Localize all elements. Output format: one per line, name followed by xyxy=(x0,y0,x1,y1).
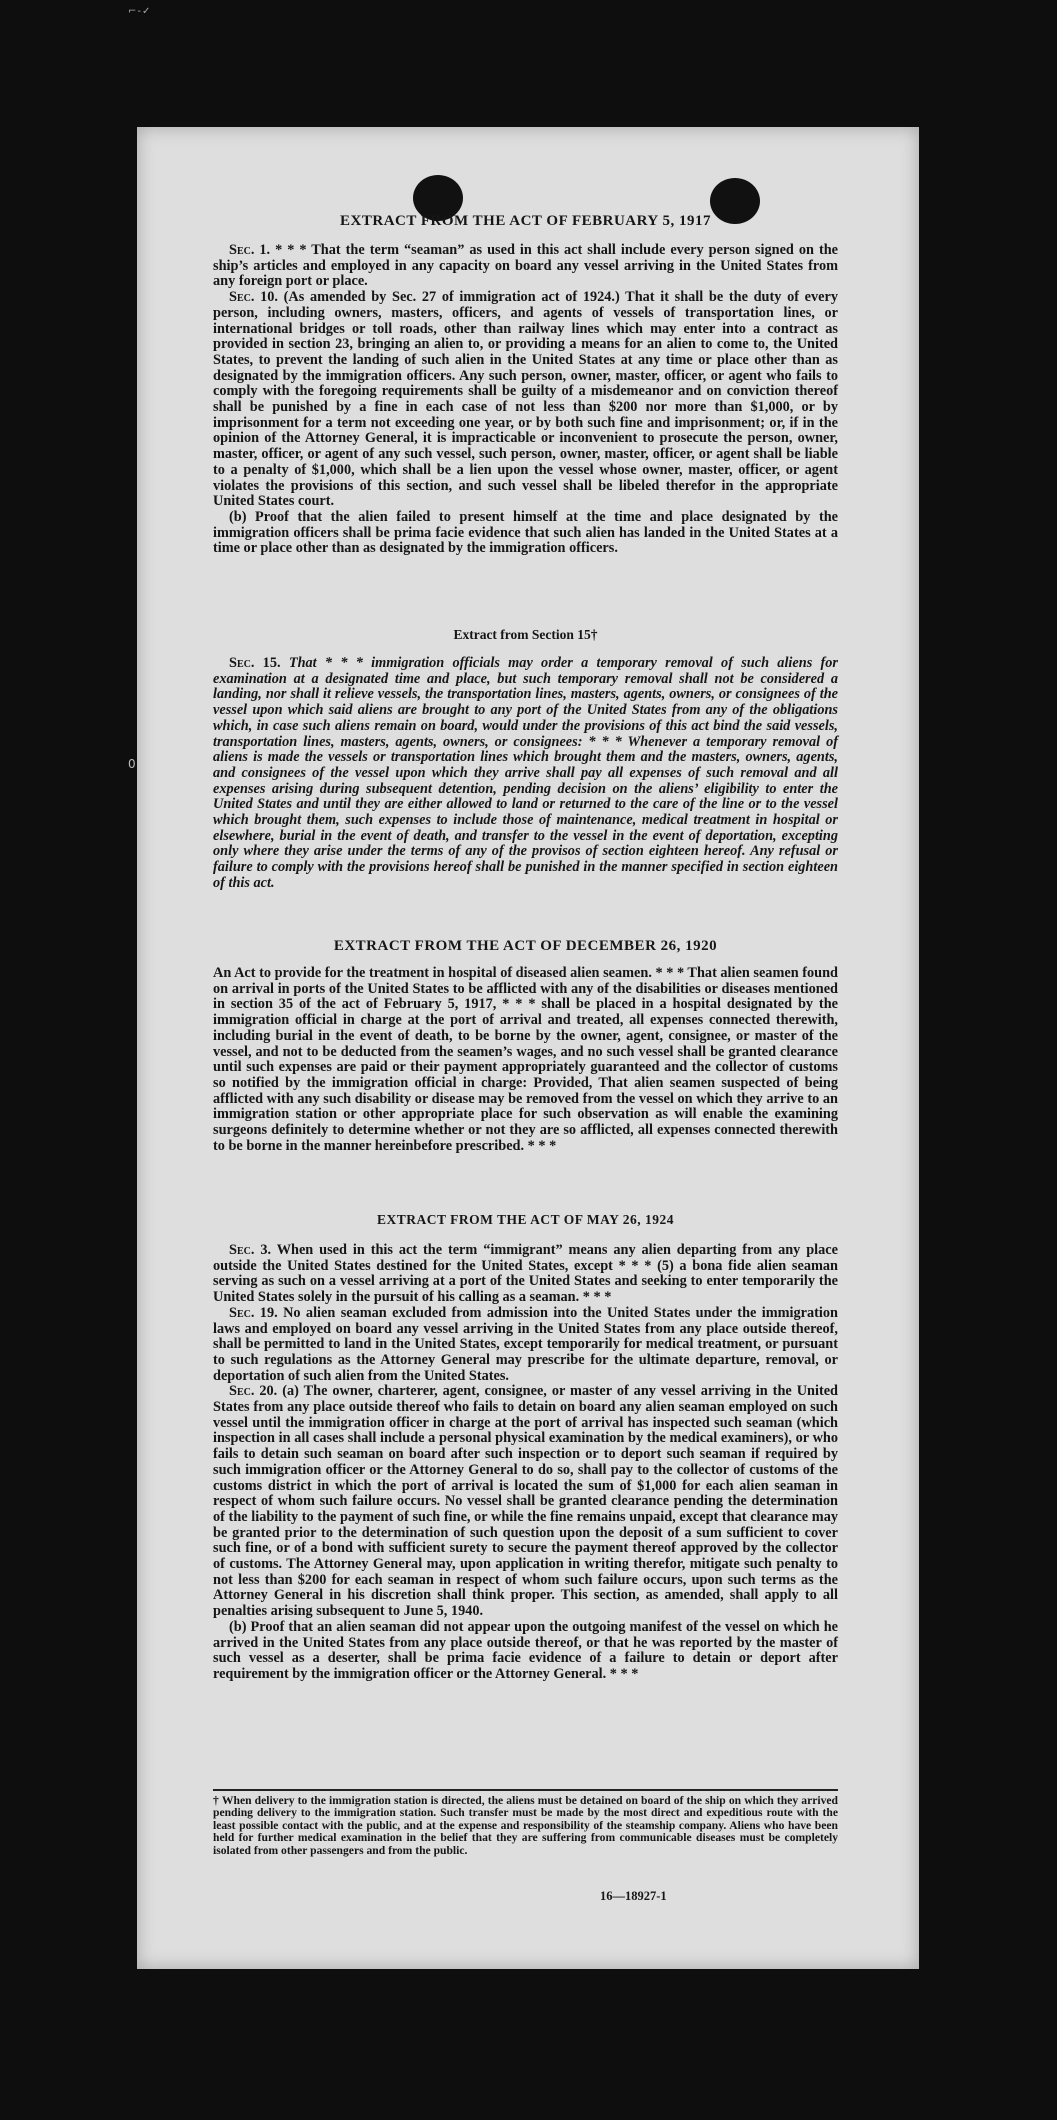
act-1920-block xyxy=(213,966,838,1154)
section-text: No alien seaman excluded from admission into the United States under the immigration laws and employed on board any vessel arriving in the United States from any place outside thereof, shall be permitted to land in the United States, except temporarily for medical treatment, or pursuant to such regulations as the Attorney General may prescribe for the ultimate departure, removal, or deportation of such alien from the United States. xyxy=(213,1304,838,1384)
section-text: When used in this act the term “immigrant” means any alien departing from any place outside the United States destined for the United States, except * * * (5) a bona fide alien seaman serving as such on a vessel arriving at a port of the United States and seeking to enter temporarily the United States solely in the pursuit of his calling as a seaman. * * * xyxy=(213,1242,838,1306)
section-1-block xyxy=(213,243,838,557)
form-number: 16—18927-1 xyxy=(600,1889,667,1903)
section-label: Sec. 20. xyxy=(229,1383,278,1400)
heading-act-1917: EXTRACT FROM THE ACT OF FEBRUARY 5, 1917 xyxy=(340,213,711,229)
scan-edge-mark: 0 xyxy=(128,757,136,771)
section-text: (As amended by Sec. 27 of immigration act of 1924.) That it shall be the duty of every person, including owners, masters, officers, and agents of vessels of transportation lines, or international bridges or toll roads, other than railway lines which may enter into a contract as provided in section 23, bringing an alien to, or providing a means for an alien to come to, the United States, to prevent the landing of such alien in the United States at any time or place other than as designated by the immigration officers. Any such person, owner, master, officer, or agent who fails to comply with the foregoing requirements shall be guilty of a misdemeanor and on conviction thereof shall be punished by a fine in each case of not less than $200 nor more than $1,000, or by imprisonment for a term not exceeding one year, or by both such fine and imprisonment; or, if in the opinion of the Attorney General, it is impracticable or inconvenient to prosecute the person, owner, master, officer, or agent of any such vessel, such person, owner, master, officer, or agent shall be liable to a penalty of $1,000, which shall be a lien upon the vessel whose owner, master, officer, or agent violates the provisions of this section, and such vessel shall be libeled therefor in the appropriate United States court. xyxy=(213,289,838,510)
footnote-divider xyxy=(213,1789,838,1791)
section-15-block xyxy=(213,656,838,892)
section-label: Sec. 15. xyxy=(229,655,281,671)
section-15-paragraph xyxy=(213,656,838,892)
section-1-paragraph xyxy=(213,243,838,290)
heading-section-15: Extract from Section 15† xyxy=(453,627,598,642)
section-19-paragraph xyxy=(213,1306,838,1385)
section-10-paragraph xyxy=(213,290,838,510)
section-label: Sec. 1. xyxy=(229,242,271,258)
section-text: (a) The owner, charterer, agent, consignee, or master of any vessel arriving in the United States from any place outside thereof who fails to detain on board any alien seaman employed on such vessel until the immigration officer in charge at the port of arrival has inspected such seaman (which inspection in all cases shall include a personal physical examination by the medical examiners), or who fails to detain such seaman on board after such inspection or to deport such seaman if required by such immigration officer or the Attorney General to do so, shall pay to the collector of customs of the customs district in which the port of arrival is located the sum of $1,000 for each alien seaman in respect of whom such failure occurs. No vessel shall be granted clearance pending the determination of the liability to the payment of such fine, or while the fine remains unpaid, except that clearance may be granted prior to the determination of such question upon the deposit of a sum sufficient to cover such fine, or of a bond with sufficient surety to secure the payment thereof approved by the collector of customs. The Attorney General may, upon application in writing therefor, mitigate such penalty to not less than $200 for each seaman in respect of whom such failure occurs, upon such terms as the Attorney General in his discretion shall think proper. This section, as amended, shall apply to all penalties arising subsequent to June 5, 1940. xyxy=(213,1383,839,1620)
section-10b-paragraph: (b) Proof that the alien failed to present himself at the time and place designated by the immigration officers shall be prima facie evidence that such alien has landed in the United States at a time or place other than as designated by the immigration officers. xyxy=(213,508,838,557)
section-text: * * * That the term “seaman” as used in this act shall include every person signed on the ship’s articles and employed in any capacity on board any vessel arriving in the United States from any foreign port or place. xyxy=(213,242,839,290)
heading-act-1924: EXTRACT FROM THE ACT OF MAY 26, 1924 xyxy=(376,1212,675,1227)
heading-act-1920: EXTRACT FROM THE ACT OF DECEMBER 26, 1920 xyxy=(333,938,718,954)
act-1920-paragraph: An Act to provide for the treatment in hospital of diseased alien seamen. * * * That alien seamen found on arrival in ports of the United States to be afflicted with any of the disabilities or diseases mentioned in section 35 of the act of February 5, 1917, * * * shall be placed in a hospital designated by the immigration official in charge at the port of arrival and treated, all expenses connected therewith, including burial in the event of death, to be borne by the owner, agent, consignee, or master of the vessel, and not to be deducted from the seamen’s wages, and no such vessel shall be granted clearance until such expenses are paid or their payment appropriately guaranteed and the collector of customs so notified by the immigration official in charge: Provided, That alien seamen suspected of being afflicted with any such disability or disease may be removed from the vessel on which they arrive to an immigration station or other appropriate place for such observation as will enable the examining surgeons definitely to determine whether or not they are so afflicted, all expenses connected therewith to be borne in the manner hereinbefore prescribed. * * * xyxy=(213,965,838,1154)
section-label: Sec. 19. xyxy=(229,1304,278,1321)
section-20-paragraph xyxy=(213,1384,838,1620)
act-1924-block xyxy=(213,1243,838,1683)
section-label: Sec. 3. xyxy=(229,1242,272,1258)
footnote: † When delivery to the immigration station is directed, the aliens must be detained on board of the ship on which they arrived pending delivery to the immigration station. Such transfer must be made by the most direct and expeditious route with the least possible contact with the public, and at the expense and responsibility of the steamship company. Aliens who have been held for further medical examination in the belief that they are suffering from communicable diseases must be completely isolated from other passengers and from the public. xyxy=(213,1794,838,1857)
section-label: Sec. 10. xyxy=(229,289,278,306)
section-text: That * * * immigration officials may order a temporary removal of such aliens for examination at a designated time and place, but such temporary removal shall not be considered a landing, nor shall it relieve vessels, the transportation lines, masters, agents, owners, or consignees of the vessel upon which said aliens are brought to any port of the United States from any of the obligations which, in case such aliens remain on board, would under the provisions of this act bind the said vessels, transportation lines, masters, agents, owners, or consignees: * * * Whenever a temporary removal of aliens is made the vessels or transportation lines which brought them and the masters, owners, agents, and consignees of the vessel upon which they arrive shall pay all expenses of such removal and all expenses arising during subsequent detention, pending decision on the aliens’ eligibility to enter the United States and until they are either allowed to land or returned to the care of the line or to the vessel which brought them, such expenses to include those of maintenance, medical treatment in hospital or elsewhere, burial in the event of death, and transfer to the vessel in the event of deportation, excepting only where they arise under the terms of any of the provisos of section eighteen hereof. Any refusal or failure to comply with the provisions hereof shall be punished in the manner specified in section eighteen of this act. xyxy=(213,655,838,891)
scan-corner-mark: ⌐‑✓ xyxy=(128,6,152,17)
section-3-paragraph xyxy=(213,1243,838,1306)
section-20b-paragraph: (b) Proof that an alien seaman did not appear upon the outgoing manifest of the vessel on which he arrived in the United States from any place outside thereof, or that he was reported by the master of such vessel as a deserter, shall be prima facie evidence of a failure to detain or deport after requirement by the immigration officer or the Attorney General. * * * xyxy=(213,1618,838,1682)
